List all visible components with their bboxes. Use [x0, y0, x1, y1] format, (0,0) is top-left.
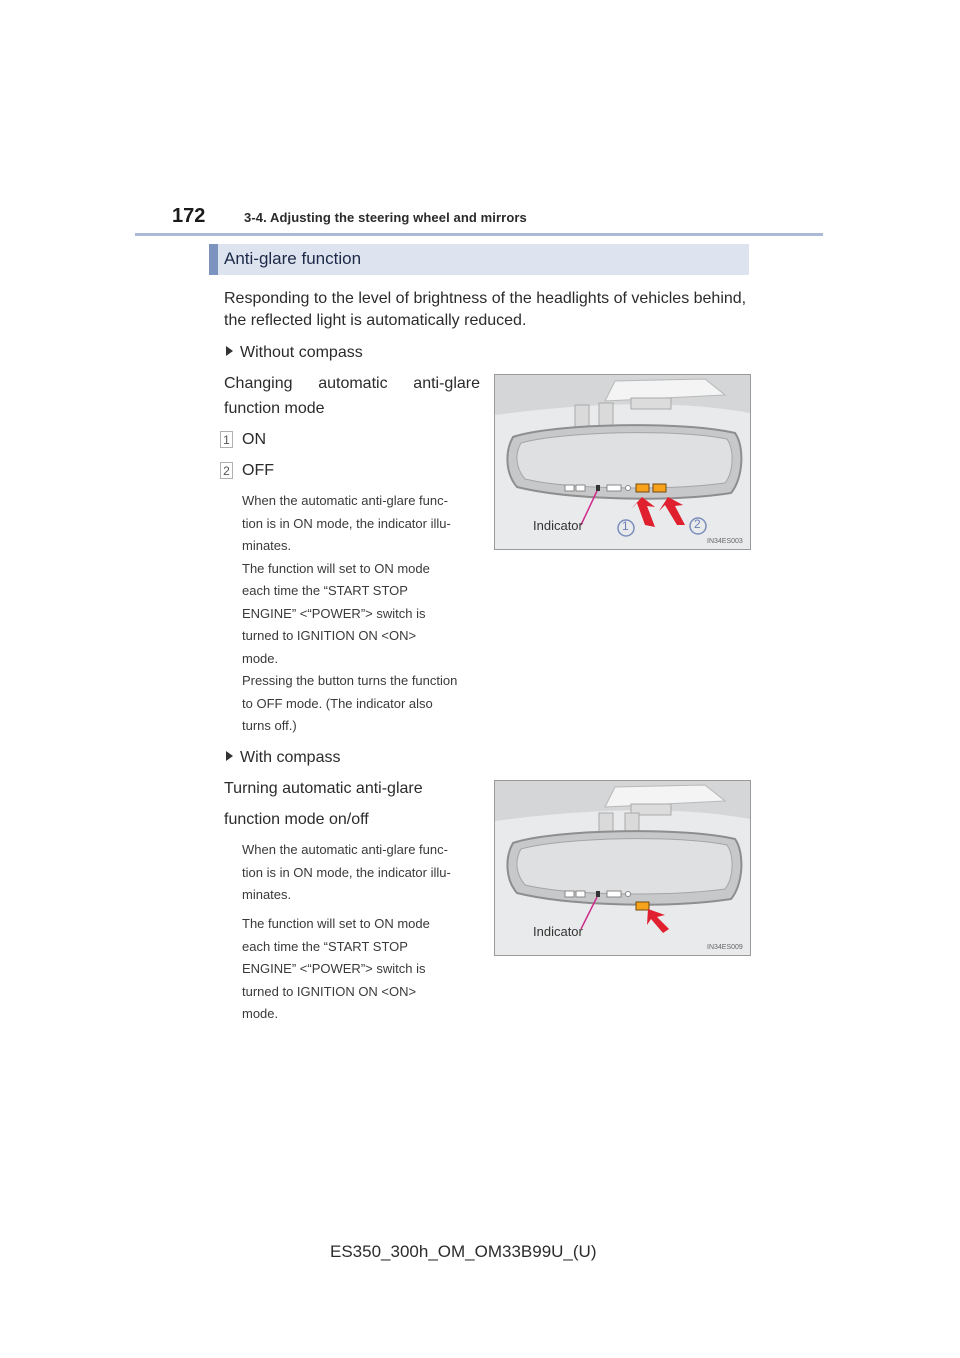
note-line: turned to IGNITION ON <ON>: [242, 983, 417, 999]
footer-doc-code: ES350_300h_OM_OM33B99U_(U): [330, 1242, 597, 1261]
mirror-figure-with-compass: [494, 780, 751, 956]
note-line: mode.: [242, 650, 279, 666]
heading-accent-bar: [209, 244, 218, 275]
without-compass-label: Without compass: [240, 344, 363, 361]
without-compass-note: [242, 490, 480, 738]
item-badge-2: 2: [220, 462, 233, 479]
heading-title: Anti-glare function: [224, 249, 362, 268]
note-line: ENGINE” <“POWER”> switch is: [242, 961, 426, 976]
note-line: each time the “START STOP: [242, 583, 408, 598]
section-title: 3-4. Adjusting the steering wheel and mirrors: [244, 210, 527, 225]
note-line: minates.: [242, 887, 292, 902]
note-line: turned to IGNITION ON <ON>: [242, 628, 417, 643]
without-compass-lead-2: function mode: [224, 400, 325, 417]
figure-code: IN34ES009: [707, 944, 743, 951]
note-line: ENGINE” <“POWER”> switch is: [242, 605, 426, 621]
with-compass-lead-1: Turning automatic anti-glare: [224, 780, 423, 797]
intro-line-2: the reflected light is automatically reduced.: [224, 312, 527, 329]
callout-1: 1: [622, 519, 629, 533]
note-line: tion is in ON mode, the indicator illu-: [242, 864, 451, 880]
figure-code: IN34ES003: [707, 538, 743, 545]
with-compass-note-2: [242, 913, 480, 1026]
triangle-bullet-icon: [226, 346, 233, 356]
indicator-label: Indicator: [533, 924, 583, 939]
note-line: to OFF mode. (The indicator also: [242, 695, 433, 711]
subsection-without-compass: [226, 340, 363, 366]
subsection-with-compass: [226, 745, 340, 771]
note-line: turns off.): [242, 718, 297, 733]
note-line: The function will set to ON mode: [242, 916, 430, 931]
item-label-on: ON: [242, 431, 266, 448]
note-line: each time the “START STOP: [242, 938, 408, 954]
note-line: When the automatic anti-glare func-: [242, 842, 448, 857]
note-line: The function will set to ON mode: [242, 560, 430, 576]
intro-line-1: Responding to the level of brightness of the headlights of vehicles behind,: [224, 290, 747, 307]
with-compass-note-1: [242, 839, 480, 907]
with-compass-label: With compass: [240, 749, 341, 766]
indicator-label: Indicator: [533, 518, 583, 533]
item-badge-1: 1: [220, 431, 233, 448]
mirror-figure-without-compass: [494, 374, 751, 550]
item-label-off: OFF: [242, 462, 274, 479]
page-number: 172: [172, 205, 206, 227]
note-line: mode.: [242, 1006, 279, 1021]
without-compass-lead-1: Changing automatic anti-glare: [224, 375, 480, 392]
note-line: Pressing the button turns the function: [242, 673, 458, 688]
note-line: tion is in ON mode, the indicator illu-: [242, 515, 451, 531]
note-line: minates.: [242, 538, 292, 553]
callout-2: 2: [694, 517, 701, 531]
note-line: When the automatic anti-glare func-: [242, 493, 448, 508]
header-rule: [135, 233, 823, 236]
with-compass-lead-2: function mode on/off: [224, 811, 369, 828]
triangle-bullet-icon: [226, 751, 233, 761]
